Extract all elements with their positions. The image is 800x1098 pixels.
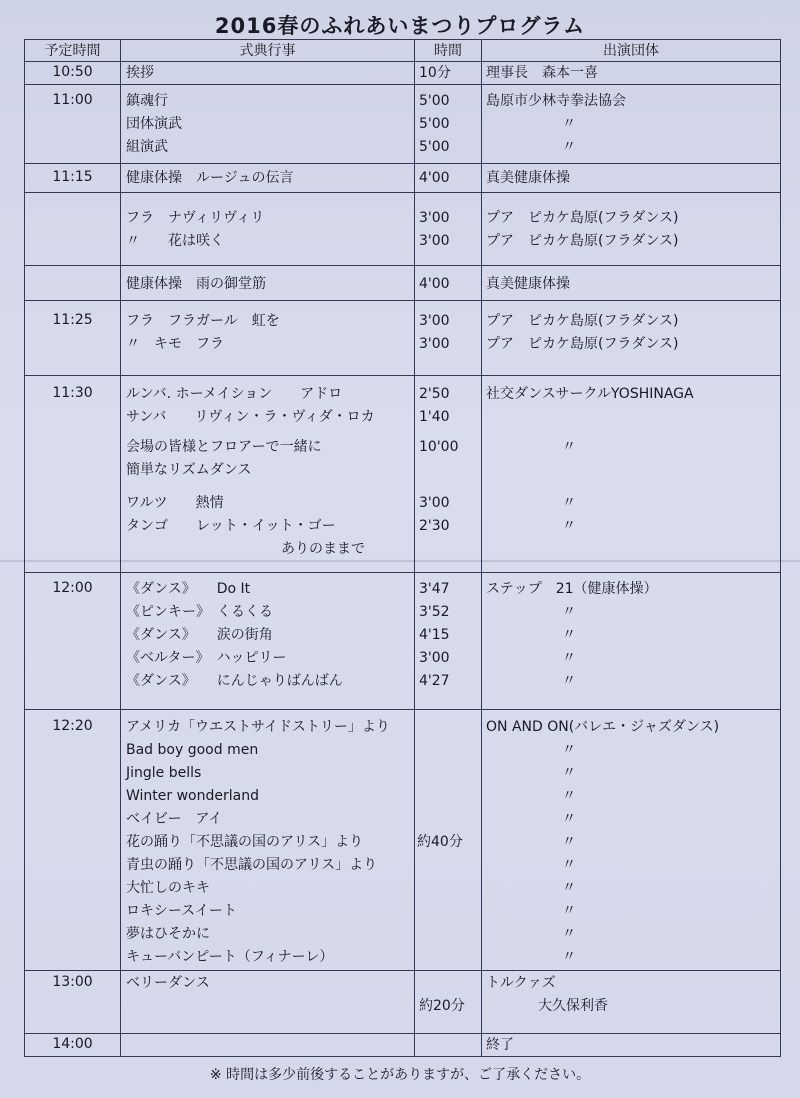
performer-name: 真美健康体操 bbox=[486, 276, 570, 292]
program-row bbox=[25, 266, 781, 301]
row-perf-cell bbox=[482, 376, 781, 573]
event-duration bbox=[415, 900, 481, 923]
performer-name bbox=[482, 459, 780, 482]
performer-name: 島原市少林寺拳法協会 bbox=[486, 93, 626, 109]
header-performer: 出演団体 bbox=[482, 40, 781, 62]
event-duration: 3'47 bbox=[419, 581, 450, 597]
row-perf-cell bbox=[482, 971, 781, 1034]
event-name: タンゴ レット・イット・ゴー bbox=[126, 518, 336, 534]
row-perf-cell bbox=[482, 573, 781, 710]
performer-name: プア ピカケ島原(フラダンス) bbox=[486, 336, 679, 352]
event-duration bbox=[415, 459, 481, 482]
performer-name: プア ピカケ島原(フラダンス) bbox=[486, 233, 679, 249]
event-name: ルンバ. ホーメイション アドロ bbox=[126, 386, 343, 402]
performer-name: 〃 bbox=[562, 903, 576, 919]
row-ev-cell bbox=[121, 193, 415, 266]
event-duration: 3'00 bbox=[419, 336, 450, 352]
row-time: 13:00 bbox=[25, 971, 121, 1034]
event-name: 《ダンス》 にんじゃりばんばん bbox=[126, 673, 343, 689]
program-row bbox=[25, 376, 781, 573]
performer-name: 〃 bbox=[562, 116, 576, 132]
row-dur-cell bbox=[415, 193, 482, 266]
performer-name: ステップ 21（健康体操） bbox=[486, 581, 658, 597]
event-duration: 3'00 bbox=[419, 313, 450, 329]
row-dur-cell bbox=[415, 710, 482, 971]
row-ev-cell bbox=[121, 266, 415, 301]
event-duration: 4'00 bbox=[419, 276, 450, 292]
event-duration: 10'00 bbox=[419, 439, 459, 455]
performer-name: 〃 bbox=[562, 742, 576, 758]
page-title: 2016春のふれあいまつりプログラム bbox=[214, 14, 586, 38]
row-time: 11:15 bbox=[25, 164, 121, 193]
performer-name: 〃 bbox=[562, 650, 576, 666]
event-name: 《ピンキー》 くるくる bbox=[126, 604, 273, 620]
event-duration bbox=[415, 808, 481, 831]
row-dur-cell bbox=[415, 164, 482, 193]
event-duration bbox=[415, 785, 481, 808]
performer-name: 〃 bbox=[562, 673, 576, 689]
performer-name: 〃 bbox=[562, 926, 576, 942]
row-dur-cell bbox=[415, 376, 482, 573]
event-name: 団体演武 bbox=[126, 116, 182, 132]
performer-name: ON AND ON(バレエ・ジャズダンス) bbox=[486, 719, 720, 735]
event-name bbox=[121, 995, 414, 1018]
event-name: 鎮魂行 bbox=[126, 93, 168, 109]
row-ev-cell bbox=[121, 1034, 415, 1057]
event-duration bbox=[415, 854, 481, 877]
row-dur-cell bbox=[415, 266, 482, 301]
row-ev-cell bbox=[121, 62, 415, 85]
event-name: ベイビー アイ bbox=[126, 811, 223, 827]
program-row bbox=[25, 164, 781, 193]
program-row bbox=[25, 193, 781, 266]
event-name: ロキシースイート bbox=[126, 903, 237, 919]
event-duration: 1'40 bbox=[419, 409, 450, 425]
row-dur-cell bbox=[415, 301, 482, 376]
row-dur-cell bbox=[415, 85, 482, 164]
row-time: 14:00 bbox=[25, 1034, 121, 1057]
event-name: フラ フラガール 虹を bbox=[126, 313, 280, 329]
event-name: 花の踊り「不思議の国のアリス」より bbox=[126, 834, 364, 850]
row-perf-cell bbox=[482, 164, 781, 193]
performer-name: 〃 bbox=[562, 439, 576, 455]
program-row bbox=[25, 573, 781, 710]
row-time: 12:00 bbox=[25, 573, 121, 710]
event-duration bbox=[415, 923, 481, 946]
program-table bbox=[24, 39, 781, 1057]
event-duration: 4'00 bbox=[419, 170, 450, 186]
event-duration bbox=[415, 762, 481, 785]
event-duration bbox=[415, 1034, 481, 1057]
event-name: ありのままで bbox=[281, 541, 365, 557]
row-ev-cell bbox=[121, 573, 415, 710]
row-ev-cell bbox=[121, 85, 415, 164]
performer-name: 終了 bbox=[486, 1037, 514, 1053]
performer-name: プア ピカケ島原(フラダンス) bbox=[486, 210, 679, 226]
performer-name: 〃 bbox=[562, 811, 576, 827]
performer-name bbox=[482, 406, 780, 429]
header-time: 予定時間 bbox=[25, 40, 121, 62]
event-duration: 3'00 bbox=[419, 210, 450, 226]
event-name: 簡単なリズムダンス bbox=[126, 462, 252, 478]
event-duration bbox=[415, 972, 481, 995]
event-duration bbox=[415, 716, 481, 739]
row-ev-cell bbox=[121, 710, 415, 971]
event-duration: 3'00 bbox=[419, 650, 450, 666]
header-row bbox=[25, 40, 781, 62]
row-dur-cell bbox=[415, 573, 482, 710]
performer-name: 〃 bbox=[562, 834, 576, 850]
performer-name: 〃 bbox=[562, 857, 576, 873]
row-perf-cell bbox=[482, 710, 781, 971]
header-event: 式典行事 bbox=[121, 40, 415, 62]
event-name: 《ダンス》 涙の街角 bbox=[126, 627, 273, 643]
performer-name: 〃 bbox=[562, 139, 576, 155]
event-name: フラ ナヴィリヴィリ bbox=[126, 210, 265, 226]
performer-name: 〃 bbox=[562, 604, 576, 620]
program-row bbox=[25, 62, 781, 85]
event-name: Bad boy good men bbox=[126, 742, 259, 758]
row-time: 11:00 bbox=[25, 85, 121, 164]
event-duration: 5'00 bbox=[419, 139, 450, 155]
row-perf-cell bbox=[482, 85, 781, 164]
event-name: 青虫の踊り「不思議の国のアリス」より bbox=[126, 857, 378, 873]
event-duration bbox=[415, 739, 481, 762]
row-dur-cell bbox=[415, 971, 482, 1034]
row-dur-cell bbox=[415, 1034, 482, 1057]
row-ev-cell bbox=[121, 971, 415, 1034]
footnote: ※ 時間は多少前後することがありますが、ご了承ください。 bbox=[209, 1067, 591, 1083]
program-row bbox=[25, 1034, 781, 1057]
event-duration: 3'00 bbox=[419, 233, 450, 249]
row-time bbox=[25, 193, 121, 266]
performer-name: プア ピカケ島原(フラダンス) bbox=[486, 313, 679, 329]
event-duration: 3'52 bbox=[419, 604, 450, 620]
row-perf-cell bbox=[482, 301, 781, 376]
event-name: 夢はひそかに bbox=[126, 926, 210, 942]
event-name: ベリーダンス bbox=[126, 975, 210, 991]
event-name: 健康体操 ルージュの伝言 bbox=[126, 170, 294, 186]
event-name: キューバンピート（フィナーレ） bbox=[126, 949, 334, 965]
program-body bbox=[25, 62, 781, 1057]
performer-name: 大久保利香 bbox=[538, 998, 608, 1014]
event-name: 〃 キモ フラ bbox=[126, 336, 224, 352]
event-duration: 5'00 bbox=[419, 116, 450, 132]
event-name: 挨拶 bbox=[126, 65, 154, 81]
row-time bbox=[25, 266, 121, 301]
row-time: 11:25 bbox=[25, 301, 121, 376]
event-duration: 4'27 bbox=[419, 673, 450, 689]
event-name: サンバ リヴィン・ラ・ヴィダ・ロカ bbox=[126, 409, 375, 425]
event-duration: 5'00 bbox=[419, 93, 450, 109]
event-duration bbox=[415, 538, 481, 561]
performer-name: 〃 bbox=[562, 765, 576, 781]
event-name: ワルツ 熱情 bbox=[126, 495, 224, 511]
row-perf-cell bbox=[482, 193, 781, 266]
event-duration: 4'15 bbox=[419, 627, 450, 643]
header-duration: 時間 bbox=[415, 40, 482, 62]
performer-name: 理事長 森本一喜 bbox=[486, 65, 598, 81]
row-ev-cell bbox=[121, 376, 415, 573]
row-perf-cell bbox=[482, 62, 781, 85]
event-name: Jingle bells bbox=[126, 765, 202, 781]
row-perf-cell bbox=[482, 1034, 781, 1057]
program-row bbox=[25, 971, 781, 1034]
event-duration: 約20分 bbox=[419, 998, 465, 1014]
event-name: 健康体操 雨の御堂筋 bbox=[126, 276, 266, 292]
performer-name: 社交ダンスサークルYOSHINAGA bbox=[486, 386, 694, 402]
event-name: 組演武 bbox=[126, 139, 168, 155]
program-row bbox=[25, 301, 781, 376]
event-duration: 10分 bbox=[419, 65, 451, 81]
row-perf-cell bbox=[482, 266, 781, 301]
event-name: Winter wonderland bbox=[126, 788, 259, 804]
row-time: 12:20 bbox=[25, 710, 121, 971]
performer-name: 真美健康体操 bbox=[486, 170, 570, 186]
event-duration: 2'50 bbox=[419, 386, 450, 402]
performer-name: 〃 bbox=[562, 627, 576, 643]
event-name bbox=[121, 1034, 414, 1057]
performer-name: トルクァズ bbox=[486, 975, 556, 991]
performer-name: 〃 bbox=[562, 518, 576, 534]
event-name: 会場の皆様とフロアーで一緒に bbox=[126, 439, 322, 455]
row-time: 10:50 bbox=[25, 62, 121, 85]
event-name: 大忙しのキキ bbox=[126, 880, 210, 896]
performer-name: 〃 bbox=[562, 788, 576, 804]
event-name: アメリカ「ウエストサイドストリー」より bbox=[126, 719, 390, 735]
performer-name: 〃 bbox=[562, 949, 576, 965]
row-ev-cell bbox=[121, 301, 415, 376]
event-name: 《ダンス》 Do It bbox=[126, 581, 251, 597]
event-name: 《ベルター》 ハッピリー bbox=[126, 650, 287, 666]
performer-name: 〃 bbox=[562, 880, 576, 896]
event-duration: 2'30 bbox=[419, 518, 450, 534]
event-duration: 3'00 bbox=[419, 495, 450, 511]
performer-name bbox=[482, 538, 780, 561]
row-dur-cell bbox=[415, 62, 482, 85]
row-ev-cell bbox=[121, 164, 415, 193]
event-name: 〃 花は咲く bbox=[126, 233, 224, 249]
program-row bbox=[25, 710, 781, 971]
performer-name: 〃 bbox=[562, 495, 576, 511]
program-row bbox=[25, 85, 781, 164]
event-duration: 約40分 bbox=[417, 834, 463, 850]
event-duration bbox=[415, 946, 481, 969]
row-time: 11:30 bbox=[25, 376, 121, 573]
event-duration bbox=[415, 877, 481, 900]
